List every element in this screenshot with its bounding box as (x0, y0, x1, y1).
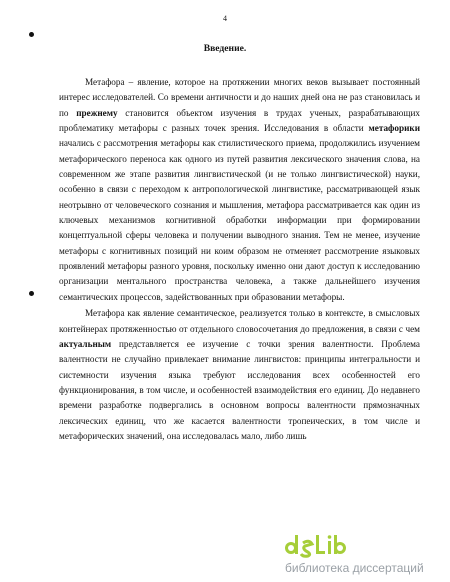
punch-hole-mark (29, 32, 34, 37)
body-text (59, 75, 420, 444)
paragraph-1: Метафора – явление, которое на протяжении многих веков вызывает постоянный интерес исследователей. Со времени античности и до наших дней она не раз становилась и по прежнему становится объектом изучения в трудах ученых, разрабатывающих проблематику метафоры с разных точек зрения. Исследования в области метафорики начались с рассмотрения метафоры как стилистического приема, продолжились изучением метафорического переноса как одного из путей развития лексического значения слова, на современном же этапе развития лингвистической (и не только лингвистической) науки, особенно в связи с переходом к антропологической лингвистике, рассматривающей язык неотрывно от человеческого сознания и мышления, метафора рассматривается как один из ключевых механизмов когнитивной обработки информации при формировании концептуальной сферы человека и получении выводного знания. Тем не менее, изучение метафоры с когнитивных позиций ни коим образом не отменяет рассмотрение языковых проявлений метафоры разного уровня, поскольку именно они дают доступ к исследованию организации ментального пространства человека, а также дальнейшего изучения семантических процессов, задействованных при образовании метафоры. (59, 77, 420, 302)
section-heading: Введение. (203, 43, 247, 54)
paragraph-2: Метафора как явление семантическое, реализуется только в контексте, в смысловых контейнерах протяженностью от отдельного словосочетания до предложения, в связи с чем актуальным представляется ее изучение с точки зрения валентности. Проблема валентности не случайно привлекает внимание лингвистов: принципы интегральности и системности изучения языка требуют исследования всех особенностей его функционирования, в том числе, и особенностей взаимодействия его единиц. До недавнего времени разработке подвергались в основном вопросы валентности прямозначных лексических единиц, что же касается валентности тропеических, в том числе и метафорических значений, она исследовалась мало, либо лишь (59, 308, 420, 441)
punch-hole-mark (29, 291, 34, 296)
page-number: 4 (223, 14, 227, 23)
dslib-logo (283, 531, 347, 561)
dslib-watermark (283, 531, 448, 579)
watermark-subtitle: библиотека диссертаций (285, 561, 424, 575)
